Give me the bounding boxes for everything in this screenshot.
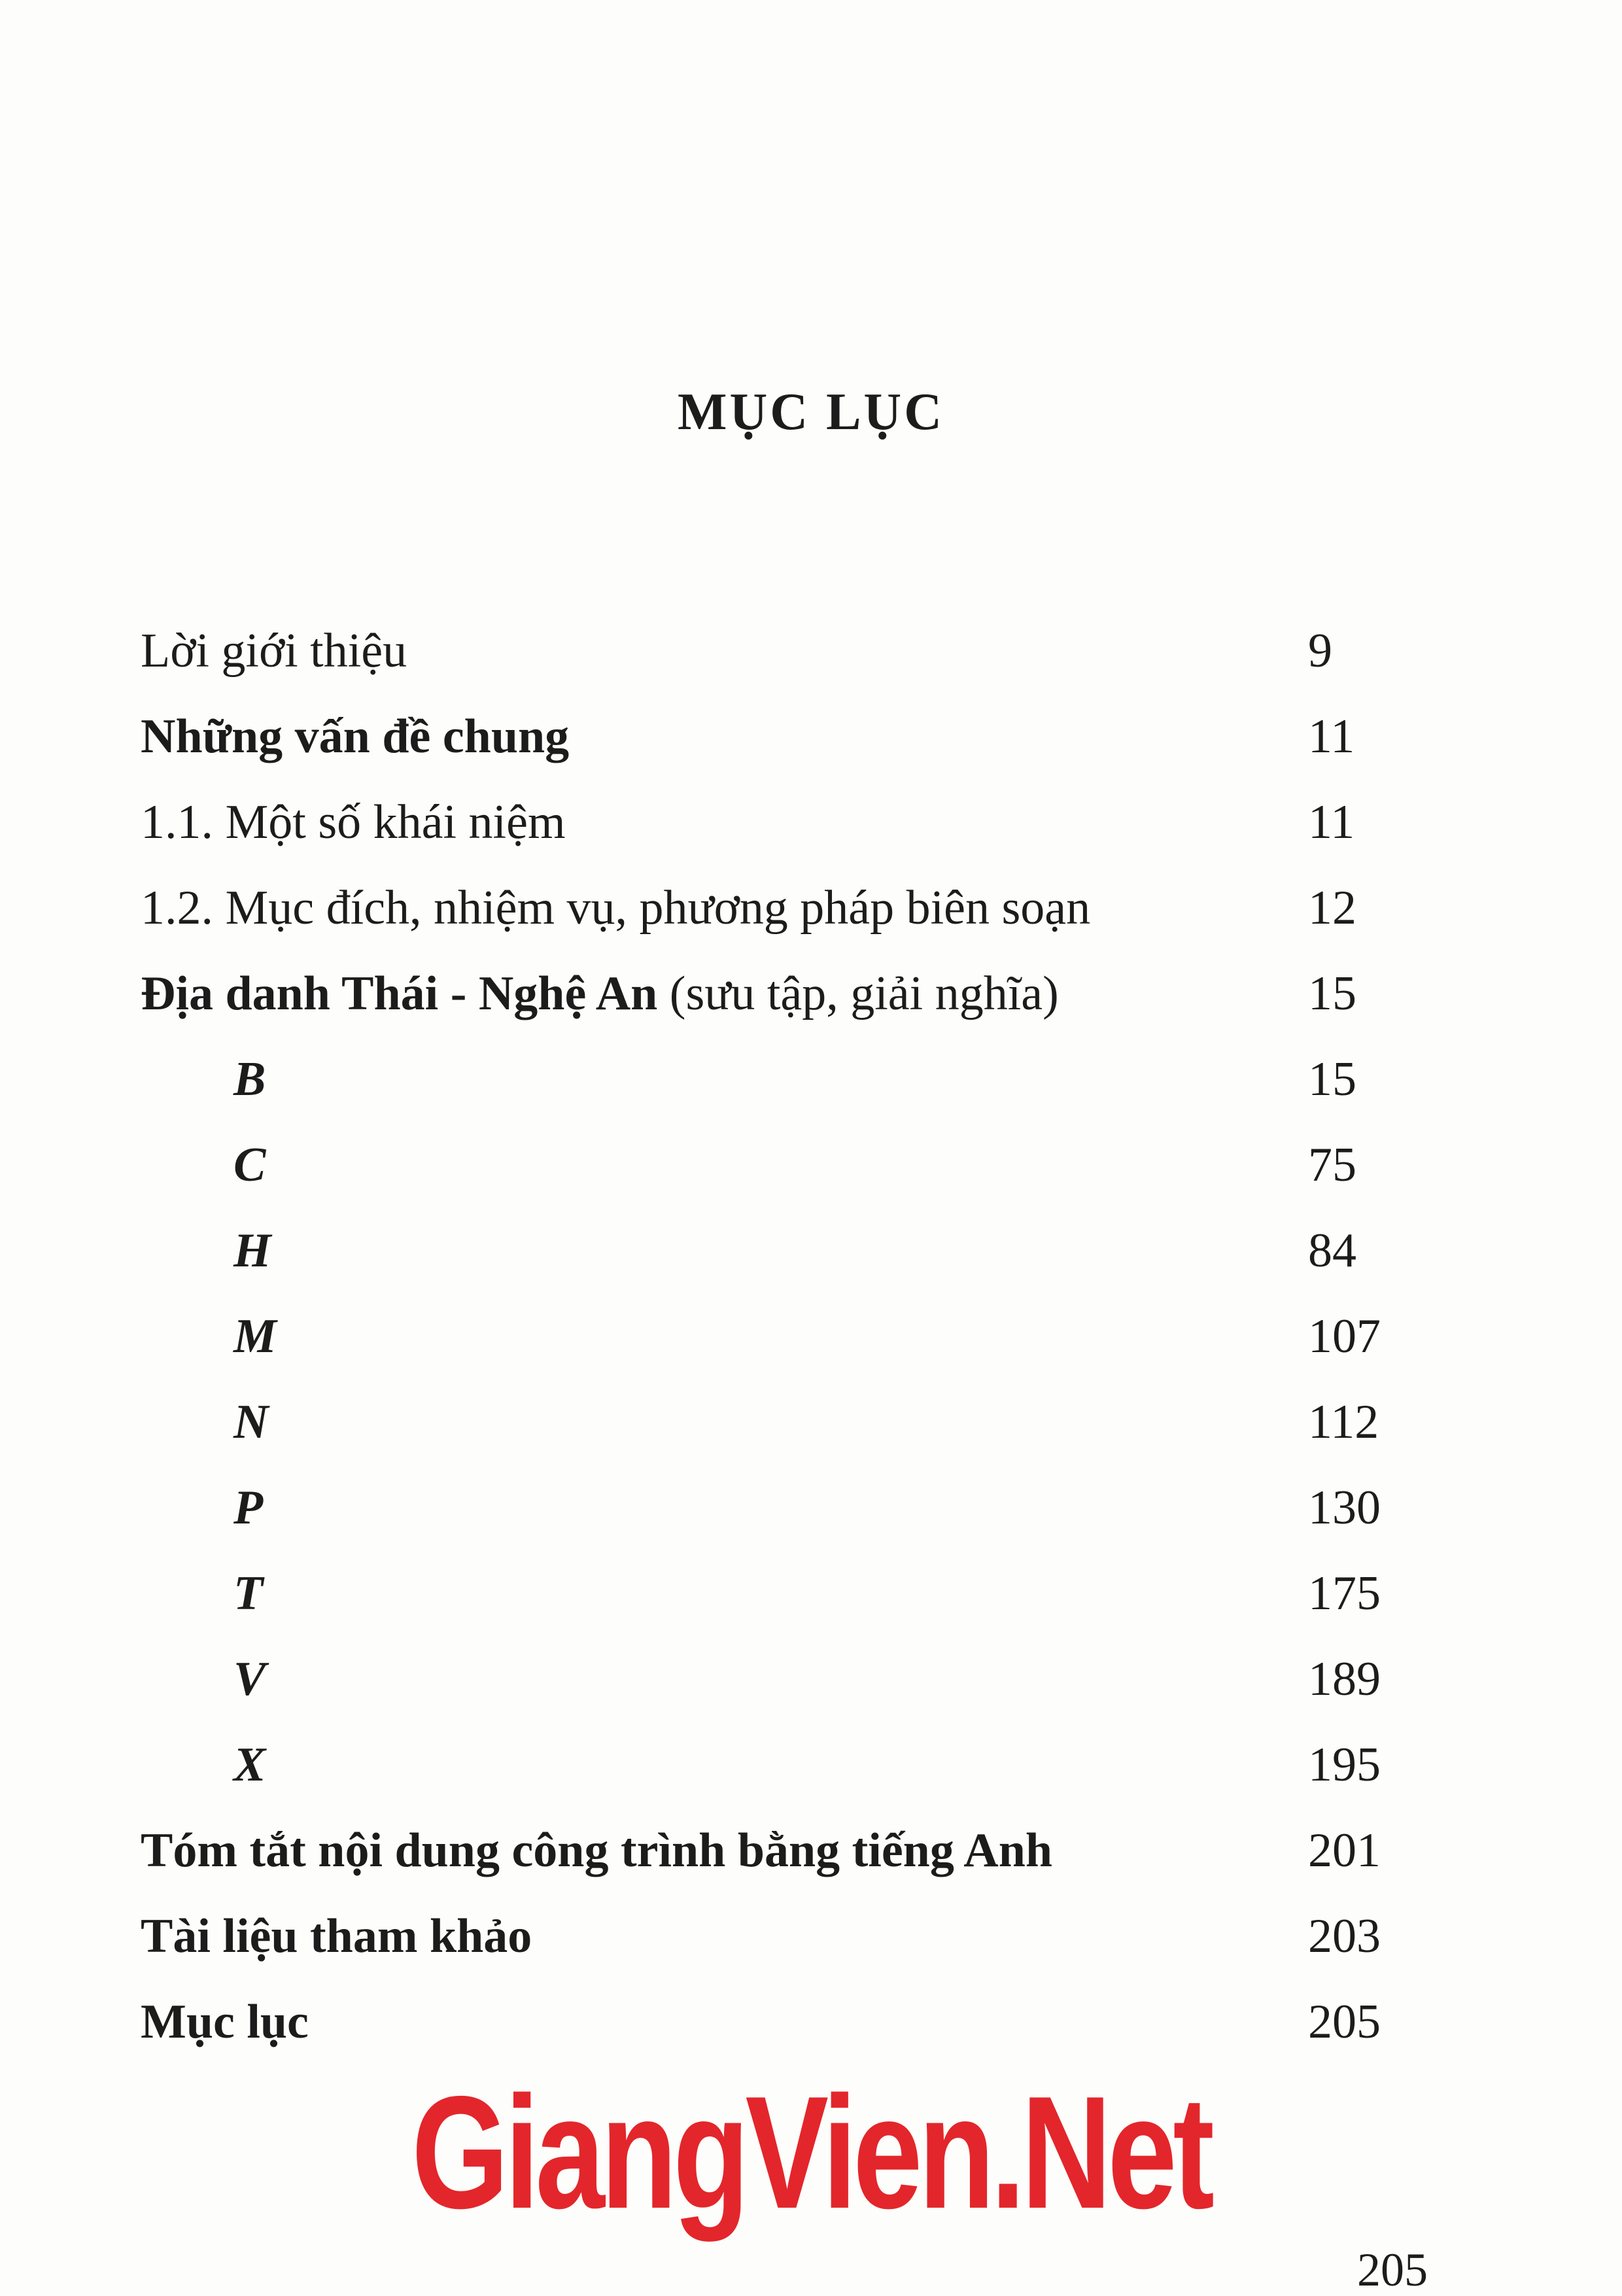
toc-entry-label: C	[233, 1138, 266, 1192]
toc-entry-label: Tóm tắt nội dung công trình bằng tiếng Anh	[141, 1824, 1053, 1877]
toc-entry-label: Những vấn đề chung	[141, 710, 570, 763]
toc-entry-page: 107	[1308, 1310, 1381, 1363]
toc-entry-label-bold: Địa danh Thái - Nghệ An	[141, 967, 658, 1020]
toc-entry-label: Lời giới thiệu	[141, 624, 407, 678]
toc-entry-page: 175	[1308, 1567, 1381, 1620]
toc-entry-letter-h	[0, 1208, 1622, 1294]
toc-entry-concepts	[0, 780, 1622, 865]
toc-entry-letter-m	[0, 1294, 1622, 1380]
toc-entry-references	[0, 1894, 1622, 1979]
toc-entry-page: 15	[1308, 967, 1356, 1020]
toc-entry-label: X	[233, 1738, 266, 1792]
toc-entry-page: 201	[1308, 1824, 1381, 1877]
toc-entry-label	[141, 951, 1059, 1037]
toc-entry-letter-p	[0, 1465, 1622, 1551]
toc-entry-page: 84	[1308, 1224, 1356, 1278]
toc-entry-page: 11	[1308, 710, 1355, 763]
toc-entry-page: 11	[1308, 795, 1355, 849]
page-number: 205	[1357, 2244, 1428, 2296]
toc-entry-label: T	[233, 1567, 264, 1620]
toc-entry-general-issues	[0, 694, 1622, 780]
toc-entry-label: N	[233, 1395, 269, 1449]
toc-entry-intro	[0, 608, 1622, 694]
toc-entry-page: 12	[1308, 881, 1356, 935]
toc-entry-english-summary	[0, 1808, 1622, 1894]
toc-entry-contents	[0, 1979, 1622, 2065]
toc-entry-page: 15	[1308, 1052, 1356, 1106]
page-title: MỤC LỤC	[678, 383, 944, 441]
toc-entry-label: Mục lục	[141, 1995, 309, 2049]
toc-entry-label: Tài liệu tham khảo	[141, 1909, 532, 1963]
watermark: GiangVien.Net	[411, 2062, 1211, 2242]
toc-entry-label: P	[233, 1481, 264, 1535]
toc-entry-page: 195	[1308, 1738, 1381, 1792]
toc-entry-page: 205	[1308, 1995, 1381, 2049]
toc-entry-label: H	[233, 1224, 271, 1278]
toc-entry-letter-c	[0, 1122, 1622, 1208]
toc-entry-label: 1.2. Mục đích, nhiệm vụ, phương pháp biên soạn	[141, 881, 1091, 935]
toc-entry-letter-n	[0, 1380, 1622, 1465]
toc-entry-label: M	[233, 1310, 277, 1363]
table-of-contents	[0, 608, 1622, 2065]
toc-entry-page: 189	[1308, 1652, 1381, 1706]
toc-entry-purpose	[0, 865, 1622, 951]
toc-entry-letter-v	[0, 1637, 1622, 1722]
toc-entry-label: B	[233, 1052, 266, 1106]
toc-entry-page: 112	[1308, 1395, 1379, 1449]
toc-entry-label: V	[233, 1652, 266, 1706]
toc-entry-page: 75	[1308, 1138, 1356, 1192]
toc-entry-page: 203	[1308, 1909, 1381, 1963]
toc-entry-letter-b	[0, 1037, 1622, 1122]
toc-entry-letter-t	[0, 1551, 1622, 1637]
toc-entry-letter-x	[0, 1722, 1622, 1808]
toc-entry-label-rest: (sưu tập, giải nghĩa)	[657, 967, 1059, 1020]
toc-entry-place-names	[0, 951, 1622, 1037]
toc-entry-page: 130	[1308, 1481, 1381, 1535]
toc-entry-page: 9	[1308, 624, 1332, 678]
toc-entry-label: 1.1. Một số khái niệm	[141, 795, 566, 849]
